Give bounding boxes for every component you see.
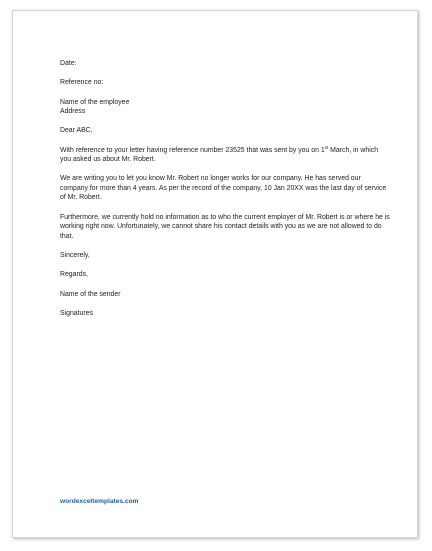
recipient-address: Address: [60, 108, 86, 116]
paragraph-1-text: With reference to your letter having reference number 23525 that was sent by you on 1: [60, 146, 325, 154]
letter-page: [12, 10, 418, 538]
salutation: Dear ABC,: [60, 127, 93, 135]
letter-body: [60, 59, 390, 328]
paragraph-2: We are writing you to let you know Mr. Robert no longer works for our company. He has served our company for more than 4 years. As per the record of the company, 10 Jan 20XX was the last day of service of Mr. Robert.: [60, 175, 387, 202]
reference-label: Reference no:: [60, 79, 104, 87]
paragraph-1: [60, 146, 390, 165]
closing-sincerely: Sincerely,: [60, 252, 90, 260]
closing-regards: Regards,: [60, 271, 88, 279]
signature-line: Signatures: [60, 309, 93, 317]
paragraph-1-text-continued: March, in which you asked us about Mr. Robert.: [60, 146, 379, 164]
website-link[interactable]: wordexceltemplates.com: [60, 498, 139, 505]
sender-name: Name of the sender: [60, 290, 121, 298]
recipient-block: [60, 98, 390, 117]
recipient-name: Name of the employee: [60, 98, 130, 106]
paragraph-3: Furthermore, we currently hold no information as to who the current employer of Mr. Robert is or where he is working right now. Unfortunately, we cannot share his contact details with you as we are not allowed to do that.: [60, 213, 390, 240]
date-label: Date:: [60, 60, 77, 67]
ordinal-suffix: st: [324, 144, 329, 150]
